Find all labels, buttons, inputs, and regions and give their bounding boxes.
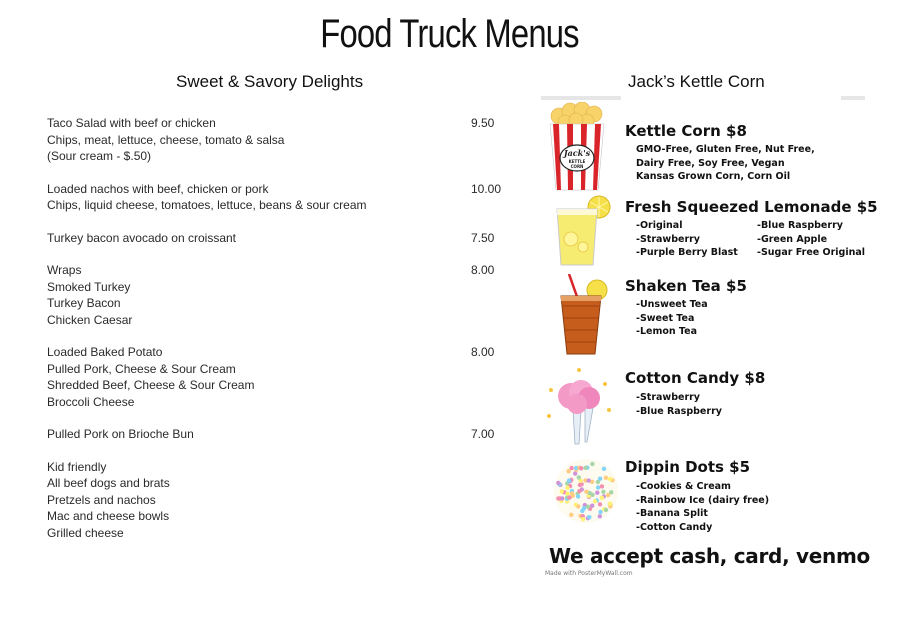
- cotton-candy-section: [541, 364, 865, 444]
- dippin-dots-section: [541, 454, 865, 538]
- menu-item-detail: Chips, meat, lettuce, cheese, tomato & salsa: [47, 132, 285, 147]
- menu-item-name: Turkey bacon avocado on croissant: [47, 230, 236, 245]
- menu-item: [47, 115, 517, 165]
- page-title: Food Truck Menus: [320, 12, 579, 56]
- kettle-corn-details: GMO-Free, Gluten Free, Nut Free, Dairy Free, Soy Free, Vegan Kansas Grown Corn, Corn Oil: [636, 144, 815, 182]
- menu-item: [47, 426, 517, 443]
- menu-item: [47, 459, 517, 542]
- kettle-corn-title: Kettle Corn $8: [625, 122, 747, 140]
- menu-item-detail: All beef dogs and brats: [47, 476, 170, 490]
- menu-item-name: Wraps: [47, 263, 82, 277]
- cotton-candy-icon: [543, 366, 615, 446]
- menu-item-detail: Pretzels and nachos: [47, 492, 156, 507]
- svg-text:CORN: CORN: [570, 164, 584, 169]
- menu-item-detail: Shredded Beef, Cheese & Sour Cream: [47, 378, 255, 392]
- menu-item-name: Pulled Pork on Brioche Bun: [47, 427, 194, 441]
- menu-item-price: 9.50: [471, 116, 495, 130]
- menu-item: [47, 344, 517, 410]
- made-with-credit: Made with PosterMyWall.com: [545, 570, 633, 577]
- menu-item-detail: Chicken Caesar: [47, 312, 133, 327]
- lemonade-flavors-left: -Original -Strawberry -Purple Berry Blast: [636, 220, 738, 258]
- iced-tea-glass-icon: [555, 274, 611, 356]
- flyer-top-border: [541, 96, 865, 100]
- menu-item-detail: (Sour cream - $.50): [47, 149, 152, 163]
- menu-item-detail: Smoked Turkey: [47, 279, 131, 294]
- popcorn-bucket-icon: [545, 102, 609, 192]
- menu-item-detail: Turkey Bacon: [47, 296, 121, 310]
- kettle-corn-flyer: [541, 96, 878, 580]
- menu-item-price: 8.00: [471, 345, 495, 359]
- menu-item-name: Loaded Baked Potato: [47, 345, 163, 359]
- menu-item-name: Kid friendly: [47, 459, 107, 474]
- menu-item-name: Loaded nachos with beef, chicken or pork: [47, 181, 269, 196]
- menu-item-price: 7.00: [471, 427, 495, 441]
- dippin-dots-icon: [553, 458, 619, 524]
- menu-item-detail: Chips, liquid cheese, tomatoes, lettuce, beans & sour cream: [47, 198, 367, 212]
- menu-item-detail: Broccoli Cheese: [47, 394, 135, 409]
- lemonade-title: Fresh Squeezed Lemonade $5: [625, 198, 878, 216]
- menu-item-detail: Mac and cheese bowls: [47, 509, 170, 523]
- right-menu-heading: Jack’s Kettle Corn: [628, 72, 765, 91]
- payment-methods-text: We accept cash, card, venmo: [549, 544, 870, 568]
- menu-item: [47, 262, 517, 328]
- cotton-candy-title: Cotton Candy $8: [625, 369, 766, 387]
- menu-item-name: Taco Salad with beef or chicken: [47, 116, 216, 130]
- menu-item: [47, 230, 517, 247]
- svg-text:KETTLE: KETTLE: [568, 159, 586, 164]
- menu-item-price: 10.00: [471, 181, 502, 196]
- menu-item: [47, 181, 517, 214]
- menu-item-price: 7.50: [471, 230, 495, 245]
- left-menu-heading: Sweet & Savory Delights: [176, 72, 364, 91]
- left-menu: [47, 115, 517, 557]
- shaken-tea-title: Shaken Tea $5: [625, 277, 747, 295]
- kettle-corn-section: [541, 102, 865, 192]
- menu-item-price: 8.00: [471, 263, 495, 277]
- svg-text:Jack's: Jack's: [563, 148, 591, 158]
- dippin-dots-flavors: -Cookies & Cream -Rainbow Ice (dairy free) -Banana Split -Cotton Candy: [636, 481, 770, 533]
- shaken-tea-section: [541, 272, 865, 356]
- lemonade-glass-icon: [553, 195, 613, 267]
- cotton-candy-flavors: -Strawberry -Blue Raspberry: [636, 392, 722, 417]
- menu-item-detail: Pulled Pork, Cheese & Sour Cream: [47, 361, 236, 376]
- dippin-dots-title: Dippin Dots $5: [625, 458, 751, 476]
- lemonade-section: [541, 193, 878, 268]
- lemonade-flavors-right: -Blue Raspberry -Green Apple -Sugar Free Original: [757, 220, 866, 258]
- shaken-tea-flavors: -Unsweet Tea -Sweet Tea -Lemon Tea: [636, 299, 708, 337]
- menu-item-detail: Grilled cheese: [47, 525, 124, 540]
